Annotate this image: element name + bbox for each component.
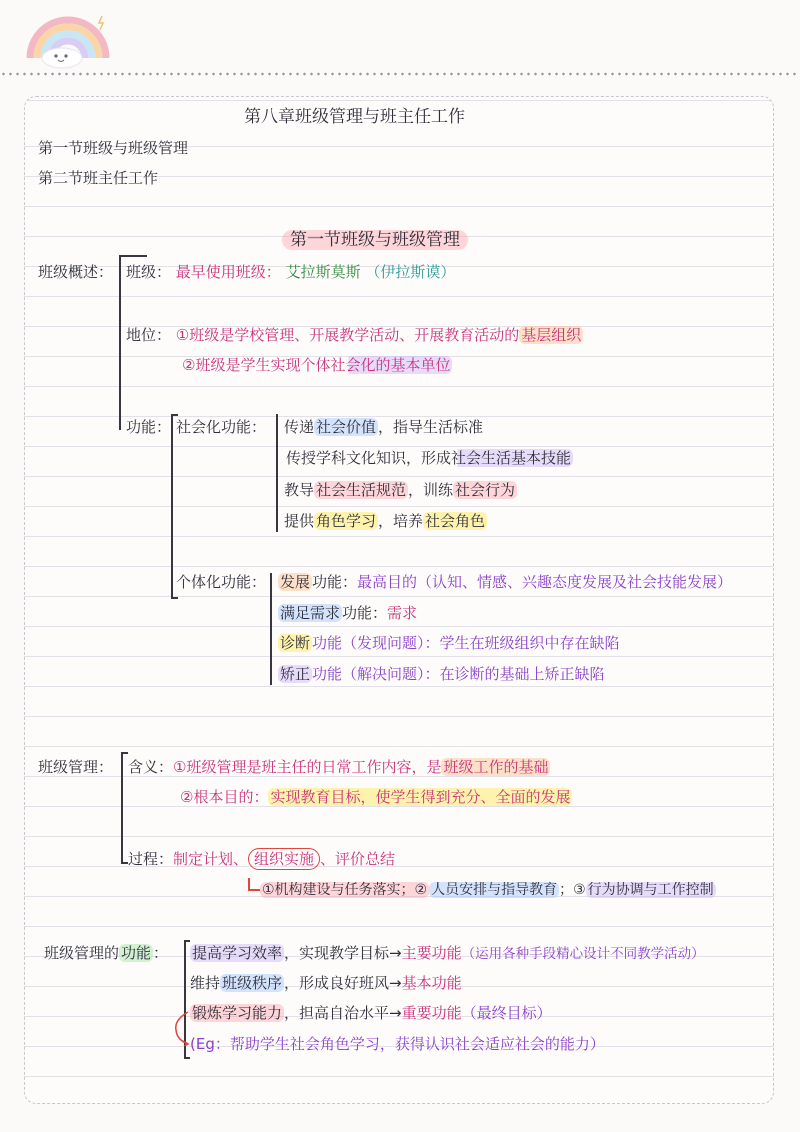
status-1b: 基层组织	[521, 326, 582, 344]
bracket-tick	[184, 1057, 190, 1059]
rainbow-cloud-icon	[22, 8, 114, 70]
bracket-overview	[119, 255, 121, 430]
red-arrow-line	[248, 889, 260, 891]
indiv-3: 诊断 功能（发现问题）：学生在班级组织中存在缺陷	[280, 634, 620, 652]
indiv-4: 矫正 功能（解决问题）：在诊断的基础上矫正缺陷	[280, 665, 605, 683]
red-curved-arrow	[172, 1010, 192, 1046]
toc-item-2: 第二节班主任工作	[38, 169, 159, 187]
functions-label: 班级管理的 功能 ：	[44, 944, 169, 962]
meaning-2: ②根本目的： 实现教育目标，使学生得到充分、全面的发展	[180, 788, 571, 806]
status-label: 地位：	[126, 326, 172, 344]
bracket-tick	[121, 862, 128, 864]
bracket-function	[171, 414, 173, 598]
bracket-social	[276, 414, 278, 532]
status-1a: ①班级是学校管理、开展教学活动、开展教育活动的	[175, 326, 520, 344]
functions-1: 提高学习效率 ，实现教学目标→主要功能（运用各种手段精心设计不同教学活动）	[192, 944, 705, 962]
chapter-title: 第八章班级管理与班主任工作	[244, 107, 465, 127]
toc-item-1: 第一节班级与班级管理	[38, 139, 189, 157]
functions-4: (Eg：帮助学生社会角色学习，获得认识社会适应社会的能力）	[190, 1035, 605, 1053]
indiv-label: 个体化功能：	[176, 573, 267, 591]
class-text: 最早使用班级：	[175, 263, 281, 281]
function-label: 功能：	[126, 418, 172, 436]
overview-label: 班级概述：	[38, 263, 114, 281]
indiv-2: 满足需求 功能：需求	[280, 604, 418, 622]
social-4: 提供 角色学习 ，培养 社会角色	[284, 512, 486, 530]
social-2: 传授学科文化知识，形成社会生活基本技能	[286, 449, 572, 467]
process-highlight: 组织实施	[248, 848, 320, 870]
bracket-tick	[119, 255, 147, 257]
indiv-1: 发展 功能：最高目的（认知、情感、兴趣态度发展及社会技能发展）	[280, 573, 733, 591]
section-title: 第一节班级与班级管理	[282, 230, 468, 250]
social-1: 传递 社会价值 ，指导生活标准	[284, 418, 484, 436]
class-note: （伊拉斯谟）	[365, 263, 456, 281]
status-2: ②班级是学生实现个体社会化的基本单位	[182, 356, 451, 374]
bracket-tick	[171, 597, 178, 599]
process-row: 过程：制定计划、 组织实施 、评价总结	[128, 850, 396, 868]
management-label: 班级管理：	[38, 758, 114, 776]
process-detail: ①机构建设与任务落实；② 人员安排与指导教育 ；③ 行为协调与工作控制	[262, 882, 714, 898]
social-3: 教导 社会生活规范 ，训练 社会行为	[284, 481, 516, 499]
meaning-1: 含义：①班级管理是班主任的日常工作内容，是 班级工作的基础	[128, 758, 549, 776]
bracket-tick	[171, 414, 178, 416]
dotted-divider	[0, 72, 800, 76]
bracket-tick	[184, 940, 190, 942]
functions-3: 锻炼学习能力 ，担高自治水平→重要功能（最终目标）	[192, 1004, 552, 1022]
bracket-tick	[121, 752, 128, 754]
social-label: 社会化功能：	[176, 418, 267, 436]
bracket-indiv	[270, 573, 272, 685]
class-person: 艾拉斯莫斯	[285, 263, 361, 281]
class-label: 班级：	[126, 263, 172, 281]
bracket-management	[121, 752, 123, 863]
class-row	[126, 262, 455, 282]
functions-2: 维持 班级秩序 ，形成良好班风→基本功能	[190, 974, 462, 992]
status-row-1	[126, 325, 583, 345]
status-row-2	[180, 355, 452, 375]
